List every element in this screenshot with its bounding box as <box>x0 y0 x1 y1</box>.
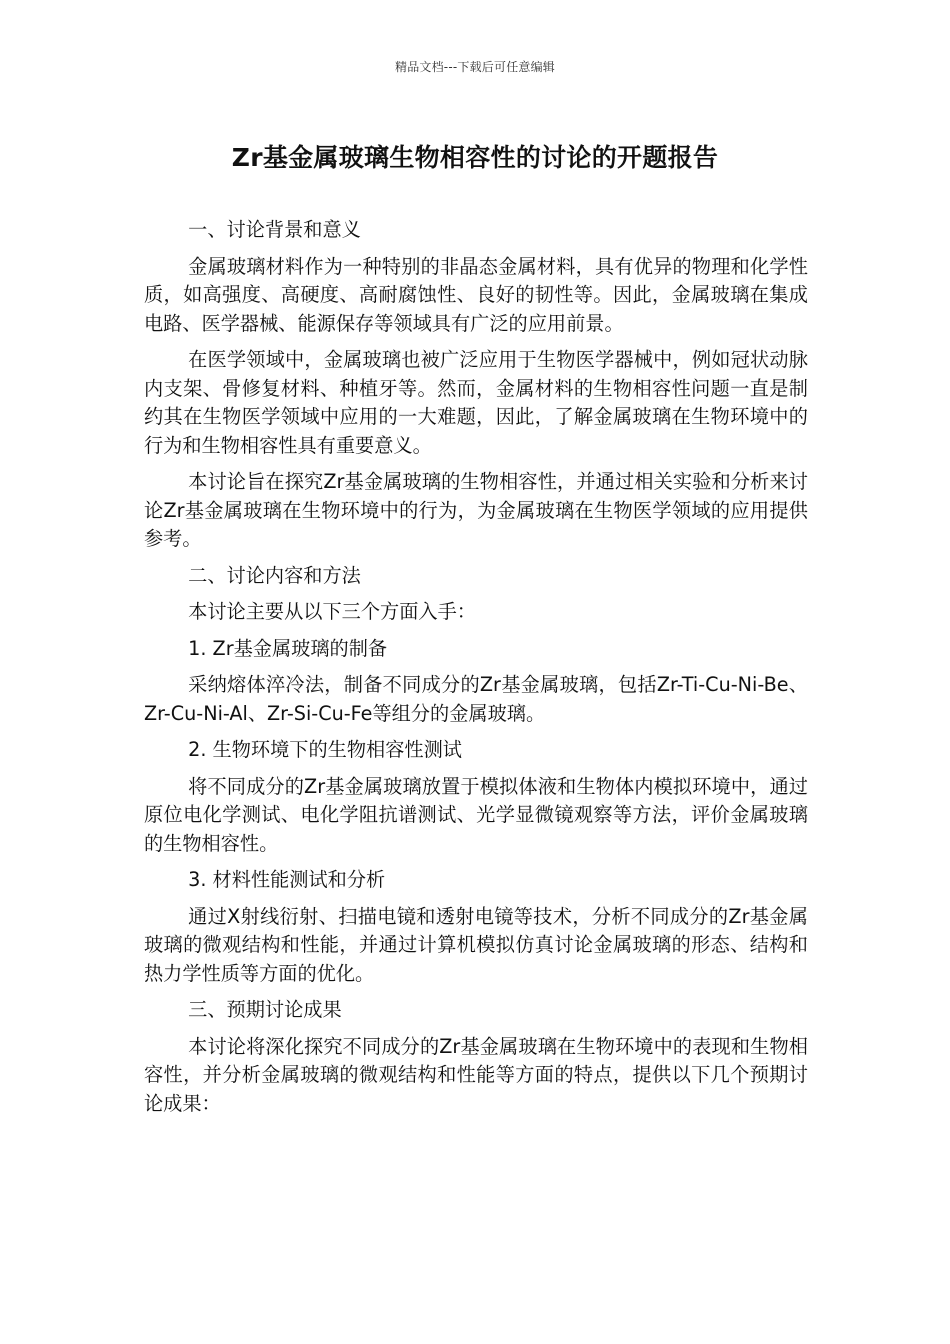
paragraph-background-1: 金属玻璃材料作为一种特别的非晶态金属材料，具有优异的物理和化学性质，如高强度、高硬度、高耐腐蚀性、良好的韧性等。因此，金属玻璃在集成电路、医学器械、能源保存等领域具有广泛的应用前景。 <box>144 254 808 335</box>
subheading-biocompatibility-test: 2. 生物环境下的生物相容性测试 <box>188 738 462 761</box>
paragraph-biocompatibility-test: 将不同成分的Zr基金属玻璃放置于模拟体液和生物体内模拟环境中，通过原位电化学测试、电化学阻抗谱测试、光学显微镜观察等方法，评价金属玻璃的生物相容性。 <box>144 774 808 855</box>
subheading-preparation: 1. Zr基金属玻璃的制备 <box>188 636 388 660</box>
document-body <box>144 216 808 1126</box>
section-heading-content-methods: 二、讨论内容和方法 <box>188 563 361 587</box>
paragraph-expected-results: 本讨论将深化探究不同成分的Zr基金属玻璃在生物环境中的表现和生物相容性，并分析金属玻璃的微观结构和性能等方面的特点，提供以下几个预期讨论成果： <box>144 1034 808 1115</box>
paragraph-material-analysis: 通过X射线衍射、扫描电镜和透射电镜等技术，分析不同成分的Zr基金属玻璃的微观结构和性能，并通过计算机模拟仿真讨论金属玻璃的形态、结构和热力学性质等方面的优化。 <box>144 904 808 985</box>
header-note: 精品文档---下载后可任意编辑 <box>395 60 555 74</box>
section-heading-expected-results: 三、预期讨论成果 <box>188 998 342 1021</box>
paragraph-background-2: 在医学领域中，金属玻璃也被广泛应用于生物医学器械中，例如冠状动脉内支架、骨修复材料、种植牙等。然而，金属材料的生物相容性问题一直是制约其在生物医学领域中应用的一大难题，因此，了解金属玻璃在生物环境中的行为和生物相容性具有重要意义。 <box>144 348 808 457</box>
document-title: Zr基金属玻璃生物相容性的讨论的开题报告 <box>231 143 719 172</box>
paragraph-preparation: 采纳熔体淬冷法，制备不同成分的Zr基金属玻璃，包括Zr-Ti-Cu-Ni-Be、Zr-Cu-Ni-Al、Zr-Si-Cu-Fe等组分的金属玻璃。 <box>144 673 808 725</box>
subheading-material-analysis: 3. 材料性能测试和分析 <box>188 868 386 891</box>
paragraph-methods-intro: 本讨论主要从以下三个方面入手： <box>188 600 476 623</box>
section-heading-background: 一、讨论背景和意义 <box>188 218 361 241</box>
paragraph-background-3: 本讨论旨在探究Zr基金属玻璃的生物相容性，并通过相关实验和分析来讨论Zr基金属玻璃在生物环境中的行为，为金属玻璃在生物医学领域的应用提供参考。 <box>144 470 808 550</box>
